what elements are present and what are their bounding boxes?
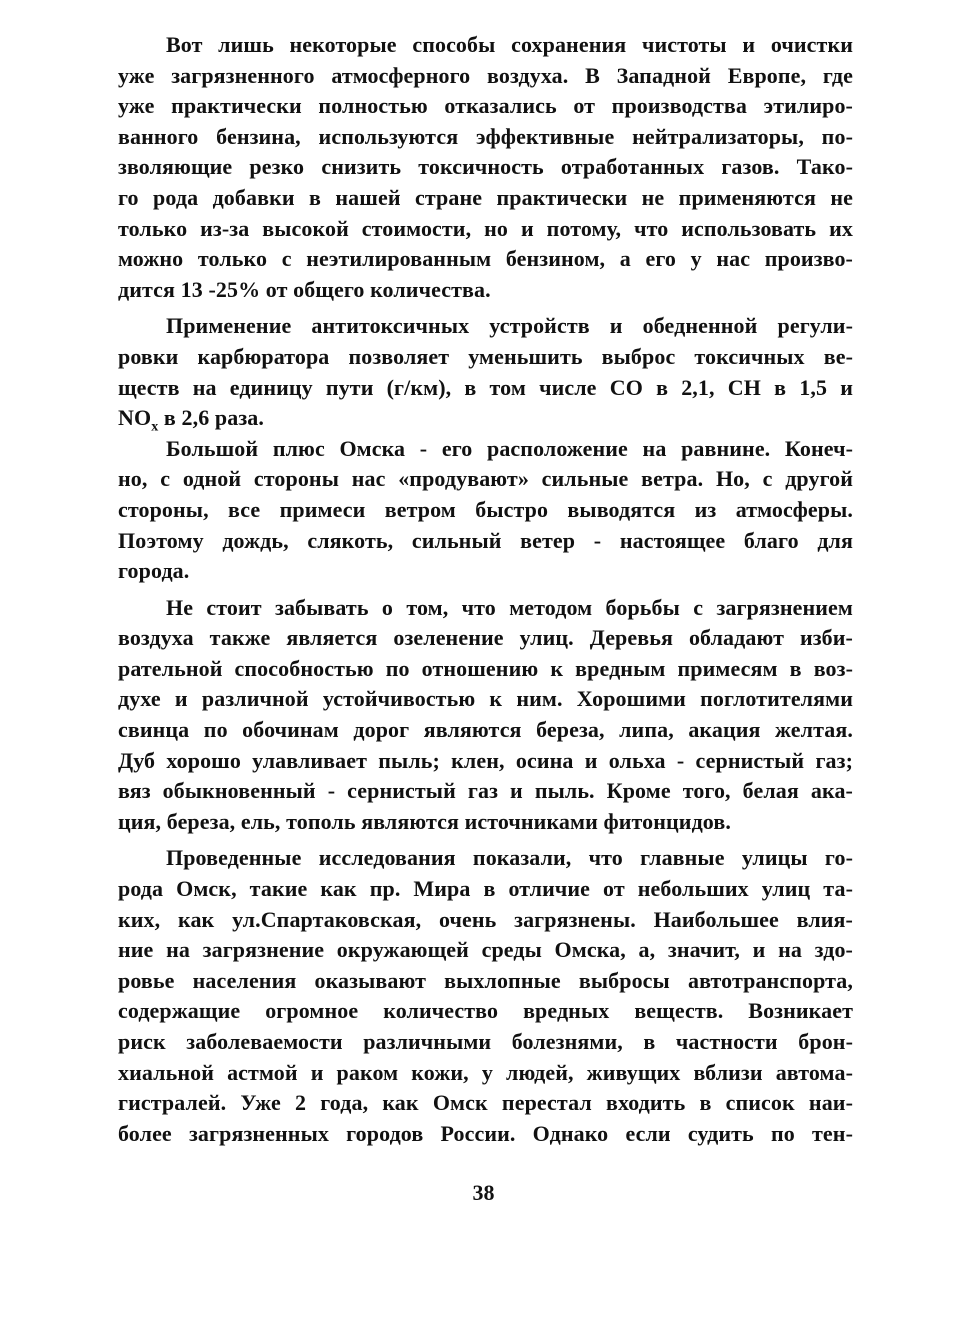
text-line: ществ на единицу пути (г/км), в том числе СО в 2,1, СН в 1,5 и — [118, 374, 853, 400]
paragraph-2 — [118, 311, 853, 433]
text-line: ровки карбюратора позволяет уменьшить выброс токсичных ве- — [118, 343, 853, 369]
text-line: но, с одной стороны нас «продувают» сильные ветра. Но, с другой — [118, 466, 853, 492]
paragraph-4 — [118, 593, 853, 838]
nox-suffix: в 2,6 раза. — [158, 405, 264, 431]
text-line: хиальной астмой и раком кожи, у людей, живущих вблизи автома- — [118, 1059, 853, 1085]
body-text — [118, 30, 853, 1149]
page-number: 38 — [472, 1180, 495, 1205]
text-line: дится 13 -25% от общего количества. — [118, 276, 491, 302]
text-line: ция, береза, ель, тополь являются источниками фитонцидов. — [118, 808, 731, 834]
text-line: Дуб хорошо улавливает пыль; клен, осина и ольха - сернистый газ; — [118, 747, 853, 773]
paragraph-3 — [118, 434, 853, 587]
nox-subscript: x — [151, 419, 159, 435]
paragraph-1 — [118, 30, 853, 305]
text-line: риск заболеваемости различными болезнями, в частности брон- — [118, 1029, 853, 1054]
text-line: Проведенные исследования показали, что главные улицы го- — [166, 845, 853, 871]
text-line: Большой плюс Омска - его расположение на равнине. Конеч- — [166, 435, 853, 461]
text-line: Не стоит забывать о том, что методом борьбы с загрязнением — [166, 594, 853, 620]
text-line: ких, как ул.Спартаковская, очень загрязнены. Наибольшее влия- — [118, 906, 853, 932]
text-line: ние на загрязнение окружающей среды Омска, а, значит, и на здо- — [118, 937, 853, 963]
text-line: зволяющие резко снизить токсичность отработанных газов. Тако- — [118, 154, 853, 180]
text-line: духе и различной устойчивостью к ним. Хорошими поглотителями — [118, 686, 853, 712]
text-line: Вот лишь некоторые способы сохранения чистоты и очистки — [166, 32, 853, 57]
text-line: гистралей. Уже 2 года, как Омск перестал входить в список наи- — [118, 1090, 853, 1116]
text-line: воздуха также является озеленение улиц. Деревья обладают изби- — [118, 625, 853, 651]
text-line: рода Омск, такие как пр. Мира в отличие от небольших улиц та- — [118, 876, 853, 902]
text-line: уже практически полностью отказались от производства этилиро- — [118, 93, 853, 119]
nox-prefix: NO — [118, 405, 152, 431]
text-line: го рода добавки в нашей стране практически не применяются не — [118, 184, 853, 210]
text-line: уже загрязненного атмосферного воздуха. В Западной Европе, где — [118, 62, 853, 88]
text-line: города. — [118, 558, 190, 584]
text-line: вяз обыкновенный - сернистый газ и пыль. Кроме того, белая ака- — [118, 778, 853, 804]
nox-line — [118, 403, 853, 434]
text-line: Применение антитоксичных устройств и обедненной регули- — [166, 313, 853, 339]
text-line: стороны, все примеси ветром быстро выводятся из атмосферы. — [118, 496, 853, 522]
text-line: ванного бензина, используются эффективные нейтрализаторы, по- — [118, 123, 853, 149]
text-line: только из-за высокой стоимости, но и потому, что использовать их — [118, 215, 853, 241]
text-line: рательной способностью по отношению к вредным примесям в воз- — [118, 655, 853, 681]
text-line: можно только с неэтилированным бензином, а его у нас произво- — [118, 246, 853, 272]
text-line: содержащие огромное количество вредных веществ. Возникает — [118, 998, 853, 1024]
text-line: свинца по обочинам дорог являются береза, липа, акация желтая. — [118, 717, 853, 743]
text-line: ровье населения оказывают выхлопные выбросы автотранспорта, — [118, 967, 853, 993]
text-line: более загрязненных городов России. Однако если судить по тен- — [118, 1120, 853, 1146]
text-line: Поэтому дождь, слякоть, сильный ветер - настоящее благо для — [118, 527, 853, 553]
paragraph-5 — [118, 843, 853, 1149]
